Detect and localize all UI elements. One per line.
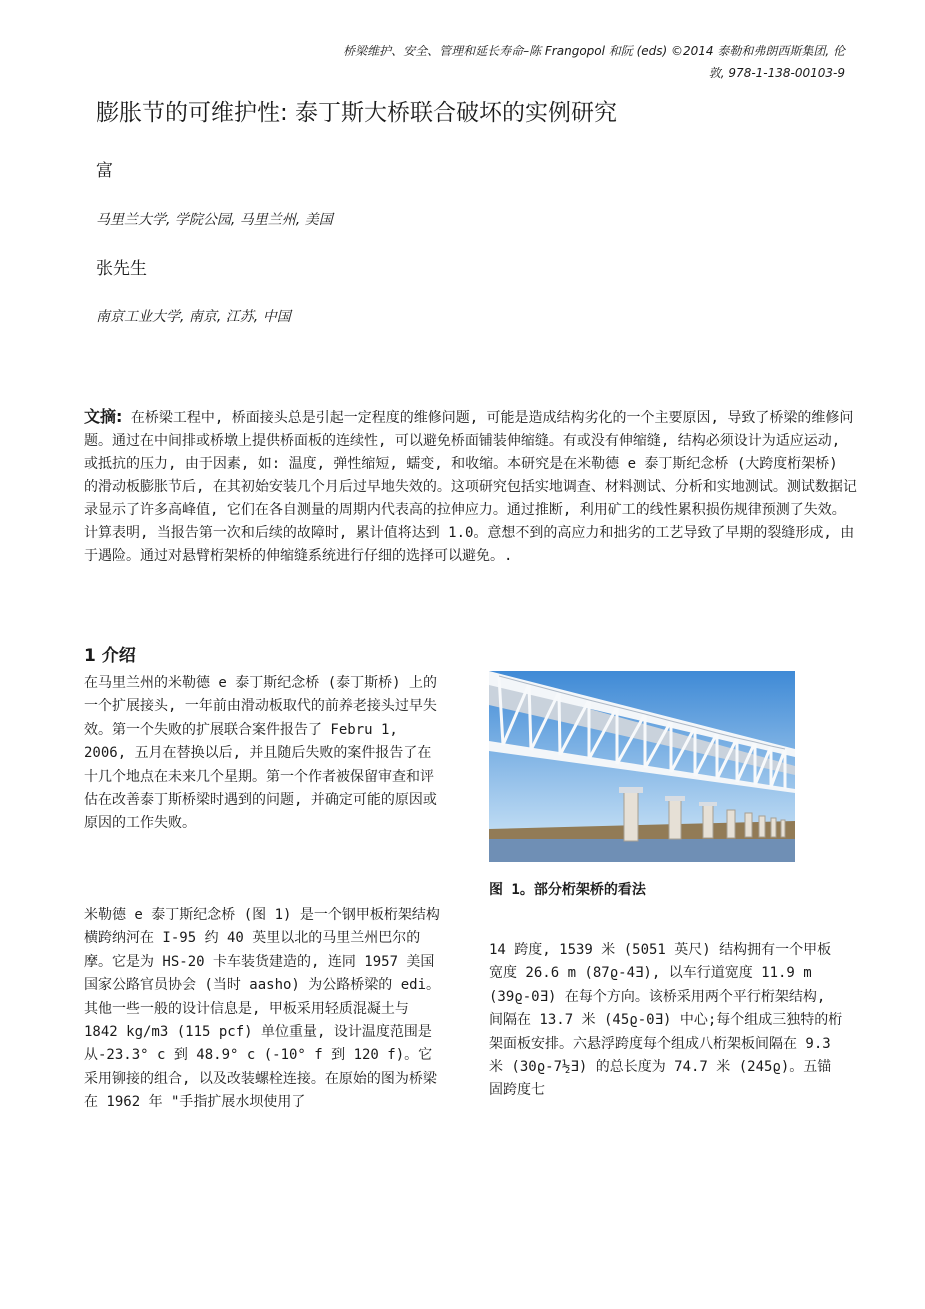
author-name: 张先生 (96, 259, 147, 279)
abstract-text: 在桥梁工程中, 桥面接头总是引起一定程度的维修问题, 可能是造成结构劣化的一个主要原因, 导致了桥梁的维修问题。通过在中间排或桥墩上提供桥面板的连续性, 可以避免桥面铺装伸缩缝。有或没有伸缩缝, 结构必须设计为适应运动, 或抵抗的压力, 由于因素, 如: 温度, 弹性缩短, 蠕变, 和收缩。本研究是在米勒德 e 泰丁斯纪念桥 (大跨度桁架桥) 的滑动板膨胀节后, 在其初始安装几个月后过早地失效的。这项研究包括实地调查、材料测试、分析和实地测试。测试数据记录显示了许多高峰值, 它们在各自测量的周期内代表高的拉伸应力。通过推断, 利用矿工的线性累积损伤规律预测了失效。计算表明, 当报告第一次和后续的故障时, 累计值将达到 1.0。意想不到的高应力和拙劣的工艺导致了早期的裂缝形成, 由于遇险。通过对悬臂桁架桥的伸缩缝系统进行仔细的选择可以避免。. (84, 410, 857, 564)
header-reference: 桥梁维护、安全、管理和延长寿命–陈 Frangopol 和阮 (eds) ©2014 泰勒和弗朗西斯集团, 伦敦, 978-1-138-00103-9 (343, 44, 845, 80)
author-affiliation: 马里兰大学, 学院公园, 马里兰州, 美国 (96, 212, 333, 228)
abstract (84, 405, 859, 568)
paper-title: 膨胀节的可维护性: 泰丁斯大桥联合破坏的实例研究 (96, 100, 618, 126)
figure-caption: 图 1。部分桁架桥的看法 (489, 882, 646, 898)
bridge-photo-illustration (489, 671, 795, 862)
body-paragraph: 在马里兰州的米勒德 e 泰丁斯纪念桥 (泰丁斯桥) 上的一个扩展接头, 一年前由滑动板取代的前养老接头过早失效。第一个失败的扩展联合案件报告了 Febru 1, 2006, 五月在替换以后, 并且随后失败的案件报告了在十几个地点在未来几个星期。第一个作者被保留审查和评估在改善泰丁斯桥梁时遇到的问题, 并确定可能的原因或原因的工作失败。 (84, 675, 437, 832)
abstract-label: 文摘: (84, 407, 123, 426)
body-paragraph: 米勒德 e 泰丁斯纪念桥 (图 1) 是一个钢甲板桁架结构横跨纳河在 I-95 约 40 英里以北的马里兰州巴尔的摩。它是为 HS-20 卡车装货建造的, 连同 1957 美国国家公路官员协会 (当时 aasho) 为公路桥梁的 edi。其他一些一般的设计信息是, 甲板采用轻质混凝土与 1842 kg/m3 (115 pcf) 单位重量, 设计温度范围是从-23.3° c 到 48.9° c (-10° f 到 120 f)。它采用铆接的组合, 以及改装螺栓连接。在原始的图为桥梁在 1962 年 "手指扩展水坝使用了 (84, 907, 441, 1111)
author-name: 富 (96, 161, 113, 181)
section-heading: 1 介绍 (84, 646, 136, 666)
bridge-photo (489, 671, 795, 862)
body-paragraph: 14 跨度, 1539 米 (5051 英尺) 结构拥有一个甲板宽度 26.6 m (87ϱ-4Ǝ), 以车行道宽度 11.9 m (39ϱ-0Ǝ) 在每个方向。该桥采用两个平行桁架结构, 间隔在 13.7 米 (45ϱ-0Ǝ) 中心;每个组成三独特的桁架面板安排。六悬浮跨度每个组成八桁架板间隔在 9.3 米 (30ϱ-7½Ǝ) 的总长度为 74.7 米 (245ϱ)。五锚固跨度七 (489, 942, 843, 1099)
author-affiliation: 南京工业大学, 南京, 江苏, 中国 (96, 309, 291, 325)
